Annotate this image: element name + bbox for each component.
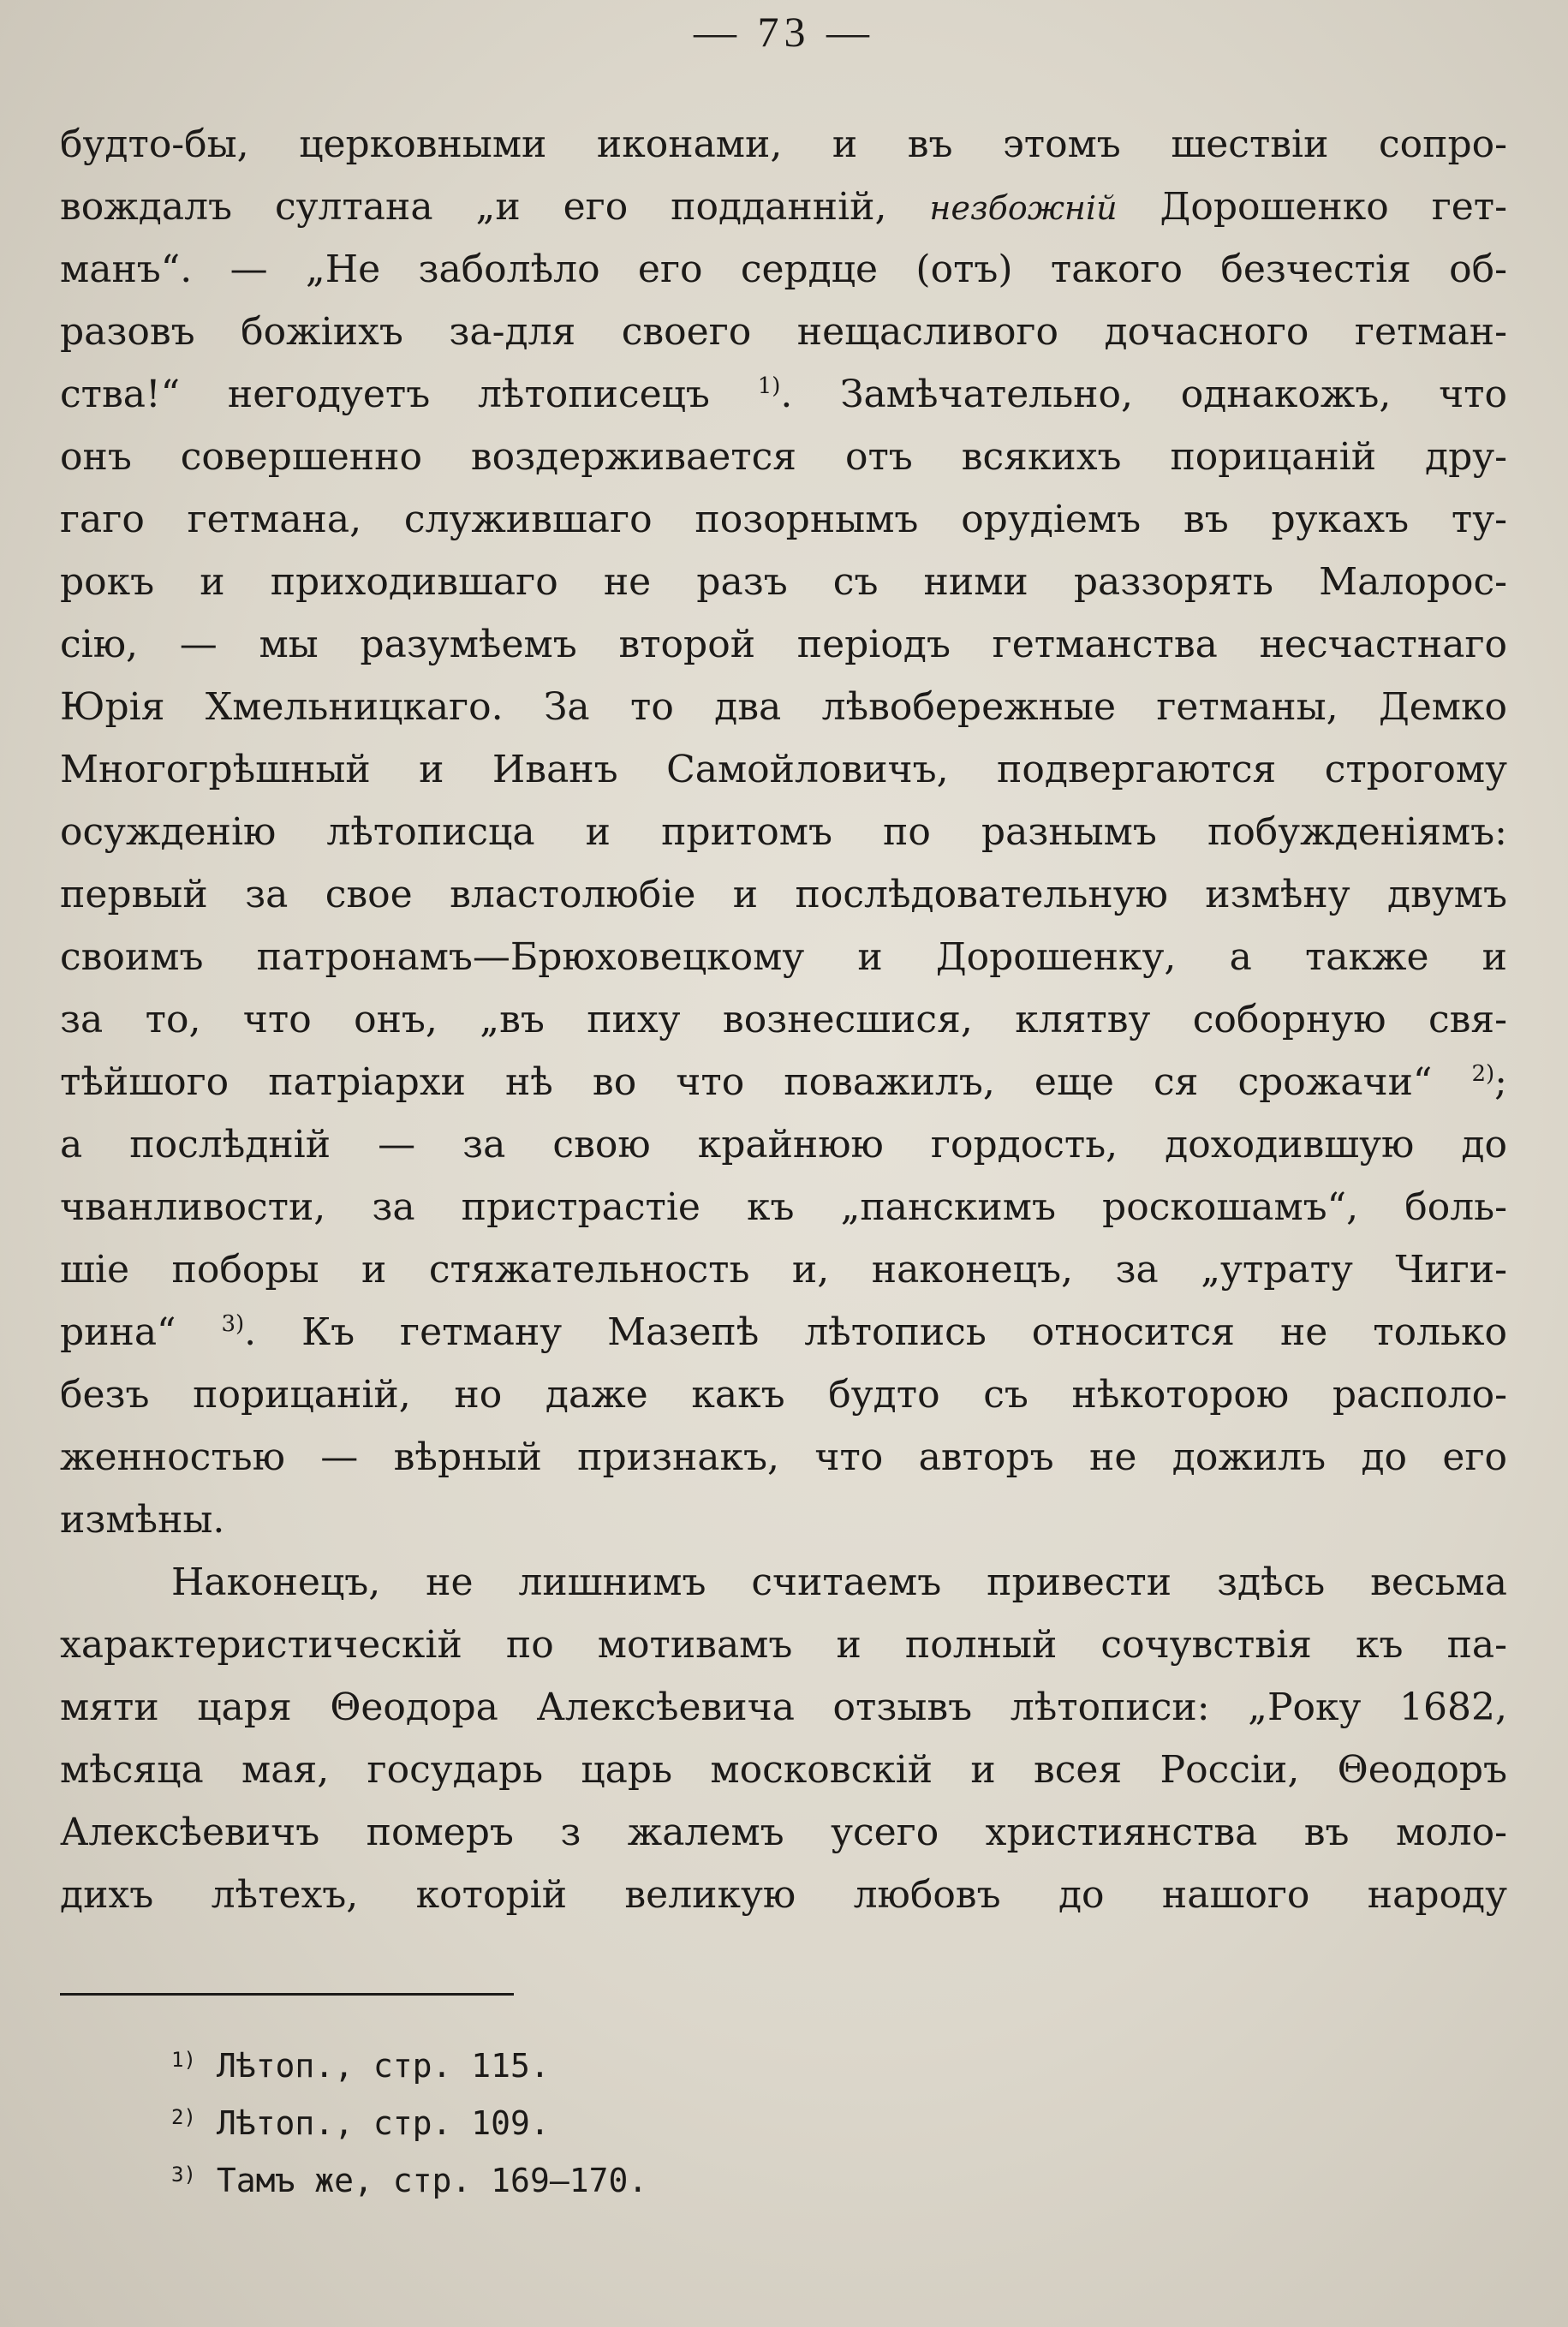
footnote xyxy=(171,2034,647,2091)
footnote-ref: 1) xyxy=(757,373,781,399)
footnote xyxy=(171,2091,647,2149)
text-line: ства!“ негодуетъ лѣтописецъ $^{1)}$. Замѣчательно, однакожъ, что xyxy=(60,373,1507,416)
text-line: Наконецъ, не лишнимъ считаемъ привести здѣсь весьма xyxy=(171,1560,1507,1604)
footnote-ref: 3) xyxy=(221,1311,245,1337)
text-line: дихъ лѣтехъ, которій великую любовъ до нашого народу xyxy=(60,1873,1507,1917)
text-line: будто-бы, церковными иконами, и въ этомъ шествіи сопро- xyxy=(60,122,1507,166)
text-line: манъ“. — „Не заболѣло его сердце (отъ) такого безчестія об- xyxy=(60,248,1507,291)
text-line: женностью — вѣрный признакъ, что авторъ не дожилъ до его xyxy=(60,1435,1507,1479)
footnotes xyxy=(171,2034,647,2206)
footnote xyxy=(171,2149,647,2206)
text-line: тѣйшого патріархи нѣ во что поважилъ, еще ся срожачи“ $^{2)}$; xyxy=(60,1060,1507,1104)
text-line: Алексѣевичъ померъ з жалемъ усего християнства въ моло- xyxy=(60,1811,1507,1854)
footnote-mark: 3) xyxy=(171,2163,196,2187)
footnote-text: Тамъ же, стр. 169—170. xyxy=(216,2162,648,2199)
text-line: измѣны. xyxy=(60,1498,225,1542)
italic-word: незбожній xyxy=(929,189,1118,227)
text-line: рокъ и приходившаго не разъ съ ними раззорять Малорос- xyxy=(60,560,1507,604)
text-line: рина“ $^{3)}$. Къ гетману Мазепѣ лѣтопись относится не только xyxy=(60,1310,1508,1354)
text-line: Многогрѣшный и Иванъ Самойловичъ, подвергаются строгому xyxy=(60,748,1507,791)
text-line: а послѣдній — за свою крайнюю гордость, доходившую до xyxy=(60,1123,1507,1166)
text-line: чванливости, за пристрастіе къ „панскимъ роскошамъ“, боль- xyxy=(60,1185,1507,1229)
text-line: мѣсяца мая, государь царь московскій и всея Россіи, Θеодоръ xyxy=(60,1748,1507,1792)
text-line: безъ порицаній, но даже какъ будто съ нѣкоторою располо- xyxy=(60,1373,1507,1417)
footnote-text: Лѣтоп., стр. 115. xyxy=(216,2047,550,2085)
text-line: разовъ божіихъ за-для своего нещасливого дочасного гетман- xyxy=(60,310,1507,354)
text-line: онъ совершенно воздерживается отъ всякихъ порицаній дру- xyxy=(60,435,1507,479)
text-line: за то, что онъ, „въ пиху вознесшися, клятву соборную свя- xyxy=(60,998,1507,1041)
text-line: вождалъ султана „и его подданній, незбожній Дорошенко гет- xyxy=(60,185,1508,229)
page-number: — 73 — xyxy=(694,8,874,56)
footnote-mark: 2) xyxy=(171,2105,196,2129)
text-line: осужденію лѣтописца и притомъ по разнымъ побужденіямъ: xyxy=(60,810,1507,854)
text-line: мяти царя Θеодора Алексѣевича отзывъ лѣтописи: „Року 1682, xyxy=(60,1686,1507,1729)
footnote-text: Лѣтоп., стр. 109. xyxy=(216,2104,550,2142)
text-line: сію, — мы разумѣемъ второй періодъ гетманства несчастнаго xyxy=(60,623,1507,666)
text-line: своимъ патронамъ—Брюховецкому и Дорошенку, а также и xyxy=(60,935,1507,979)
text-line: шіе поборы и стяжательность и, наконецъ, за „утрату Чиги- xyxy=(60,1248,1507,1292)
footnote-mark: 1) xyxy=(171,2048,196,2072)
footnote-ref: 2) xyxy=(1471,1061,1495,1087)
text-line: первый за свое властолюбіе и послѣдовательную измѣну двумъ xyxy=(60,873,1507,916)
footnote-divider xyxy=(60,1993,514,1996)
text-line: характеристическій по мотивамъ и полный сочувствія къ па- xyxy=(60,1623,1507,1667)
text-line: гаго гетмана, служившаго позорнымъ орудіемъ въ рукахъ ту- xyxy=(60,498,1507,541)
body-text xyxy=(60,113,1507,1926)
text-line: Юрія Хмельницкаго. За то два лѣвобережные гетманы, Демко xyxy=(60,685,1507,729)
